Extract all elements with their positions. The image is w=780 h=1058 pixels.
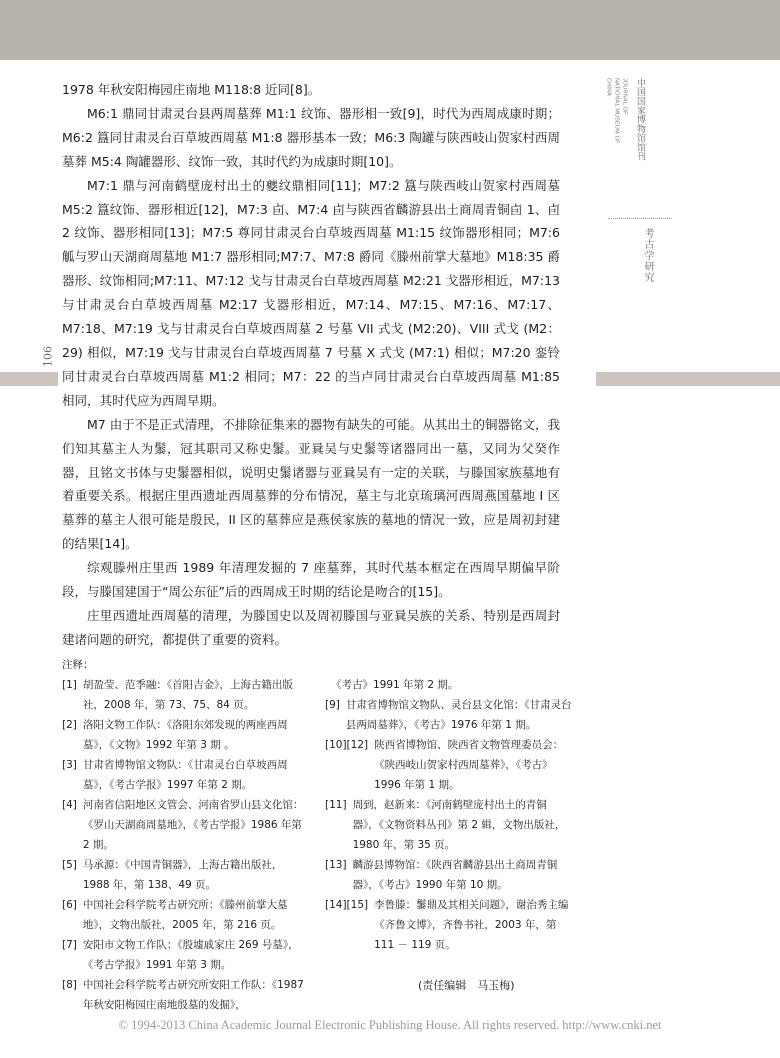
copyright-footer: © 1994-2013 China Academic Journal Electronic Publishing House. All rights reserved. http://www.cnki.net (118, 1018, 662, 1032)
note-item: [13] 麟游县博物馆：《陕西省麟游县出土商周青铜器》，《考古》1990 年第 10 期。 (325, 859, 558, 891)
top-decorative-band (0, 0, 780, 60)
page-number: 106 (41, 346, 55, 367)
body-paragraph-3: M7:1 鼎与河南鹤壁庞村出土的夔纹鼎相同[11]；M7:2 簋与陕西岐山贺家村西周墓 M5:2 簋纹饰、器形相近[12]，M7:3 卣、M7:4 卣与陕西省麟游县出土商周青铜卣 1、卣 2 纹饰、器形相同[13]；M7:5 尊同甘肃灵台白草坡西周墓 M1:15 纹饰器形相同；M7:6 觚与罗山天湖商周墓地 M1:7 器形相同;M7:7、M7:8 爵同《滕州前掌大墓地》M18:35 爵器形、纹饰相同;M7:11、M7:12 戈与甘肃灵台白草坡西周墓 M2:21 戈器形相近，M7:13 与甘肃灵台白草坡西周墓 M2:17 戈器形相近，M7:14、M7:15、M7:16、M7:17、M7:18、M7:19 戈与甘肃灵台白草坡西周墓 2 号墓 VII 式戈 (M2:20)、VIII 式戈 (M2：29) 相似，M7:19 戈与甘肃灵台白草坡西周墓 7 号墓 X 式戈 (M7:1) 相似；M7:20 銮铃同甘肃灵台白草坡西周墓 M1:2 相同；M7：22 的当卢同甘肃灵台白草坡西周墓 M1:85 相同，其时代应为西周早期。 (62, 177, 560, 408)
section-label: 考古学研究 (642, 228, 653, 283)
journal-title-en-line-3: CHINA (605, 78, 612, 97)
notes-column-right (325, 675, 572, 1015)
body-paragraph-1: 1978 年秋安阳梅园庄南地 M118:8 近同[8]。 (62, 82, 321, 97)
note-item: [3] 甘肃省博物馆文物队：《甘肃灵台白草坡西周墓》，《考古学报》1997 年第 2 期。 (62, 759, 288, 791)
note-item: 《考古》1991 年第 2 期。 (331, 679, 459, 691)
note-item: [10][12] 陕西省博物馆、陕西省文物管理委员会：《陕西岐山贺家村西周墓葬》，《考古》1996 年第 1 期。 (325, 739, 564, 791)
note-item: [4] 河南省信阳地区文管会、河南省罗山县文化馆：《罗山天湖商周墓地》，《考古学报》1986 年第 2 期。 (62, 799, 304, 851)
journal-masthead (593, 78, 663, 238)
responsible-editor: (责任编辑 马玉梅) (418, 979, 515, 992)
left-margin-band (0, 372, 58, 386)
notes-column-left (62, 675, 309, 1015)
note-item: [7] 安阳市文物工作队：《殷墟戚家庄 269 号墓》，《考古学报》1991 年第 3 期。 (62, 939, 299, 971)
body-paragraph-2: M6:1 鼎同甘肃灵台县两周墓葬 M1:1 纹饰、器形相一致[9]，时代为西周成康时期；M6:2 簋同甘肃灵台百草坡西周墓 M1:8 器形基本一致；M6:3 陶罐与陕西岐山贺家村西周墓葬 M5:4 陶罐器形、纹饰一致，其时代约为成康时期[10]。 (62, 105, 560, 169)
note-item: [11] 周到，赵新来：《河南鹤壁庞村出土的青铜器》，《文物资料丛刊》第 2 辑，文物出版社，1980 年，第 35 页。 (325, 799, 566, 851)
body-paragraph-5: 综观滕州庄里西 1989 年清理发掘的 7 座墓葬，其时代基本框定在西周早期偏早阶段，与滕国建国于“周公东征”后的西周成王时期的结论是吻合的[15]。 (62, 560, 560, 600)
note-item: [8] 中国社会科学院考古研究所安阳工作队：《1987 年秋安阳梅园庄南地殷墓的发掘》， (62, 979, 304, 1011)
note-item: [9] 甘肃省博物馆文物队、灵台县文化馆：《甘肃灵台县两周墓葬》，《考古》1976 年第 1 期。 (325, 699, 572, 731)
notes-section (62, 655, 572, 1015)
note-item: [6] 中国社会科学院考古研究所：《滕州前掌大墓地》，文物出版社，2005 年，第 216 页。 (62, 899, 288, 931)
right-margin-band (596, 372, 780, 386)
article-body (62, 78, 560, 652)
journal-title-en-line-1: JOURNAL OF (621, 78, 628, 115)
journal-title-en-line-2: NATIONAL MUSEUM OF (613, 78, 620, 144)
masthead-divider (608, 218, 672, 219)
body-paragraph-4: M7 由于不是正式清理，不排除征集来的器物有缺失的可能。从其出土的铜器铭文，我们知其墓主人为䰍，冠其职司又称史䰍。亚㠱吴与史䰍等诸器同出一墓，又同为父癸作器，且铭文书体与史䰍器相似，说明史䰍诸器与亚㠱吴有一定的关联，与滕国家族墓地有着重要关系。根据庄里西遗址西周墓葬的分布情况，墓主与北京琉璃河西周燕国墓地 I 区墓葬的墓主人很可能是殷民，II 区的墓葬应是燕侯家族的墓地的情况一致，应是周初封建的结果[14]。 (62, 416, 560, 552)
body-paragraph-6: 庄里西遗址西周墓的清理，为滕国史以及周初滕国与亚㠱吴族的关系、特别是西周封建诸问题的研究，都提供了重要的资料。 (62, 607, 560, 647)
notes-heading: 注释： (62, 659, 94, 671)
journal-title-cn: 中国国家博物馆馆刊 (635, 78, 645, 161)
note-item: [1] 胡盈莹、范季融：《首阳吉金》，上海古籍出版社，2008 年，第 73、75、84 页。 (62, 679, 293, 711)
note-item: [5] 马承源：《中国青铜器》，上海古籍出版社，1988 年，第 138、49 页。 (62, 859, 283, 891)
note-item: [14][15] 李鲁滕：䰍鼎及其相关问题》，谢治秀主编《齐鲁文博》，齐鲁书社，2003 年，第 111 － 119 页。 (325, 899, 569, 951)
note-item: [2] 洛阳文物工作队：《洛阳东郊发现的两座西周墓》，《文物》1992 年第 3 期 。 (62, 719, 288, 751)
